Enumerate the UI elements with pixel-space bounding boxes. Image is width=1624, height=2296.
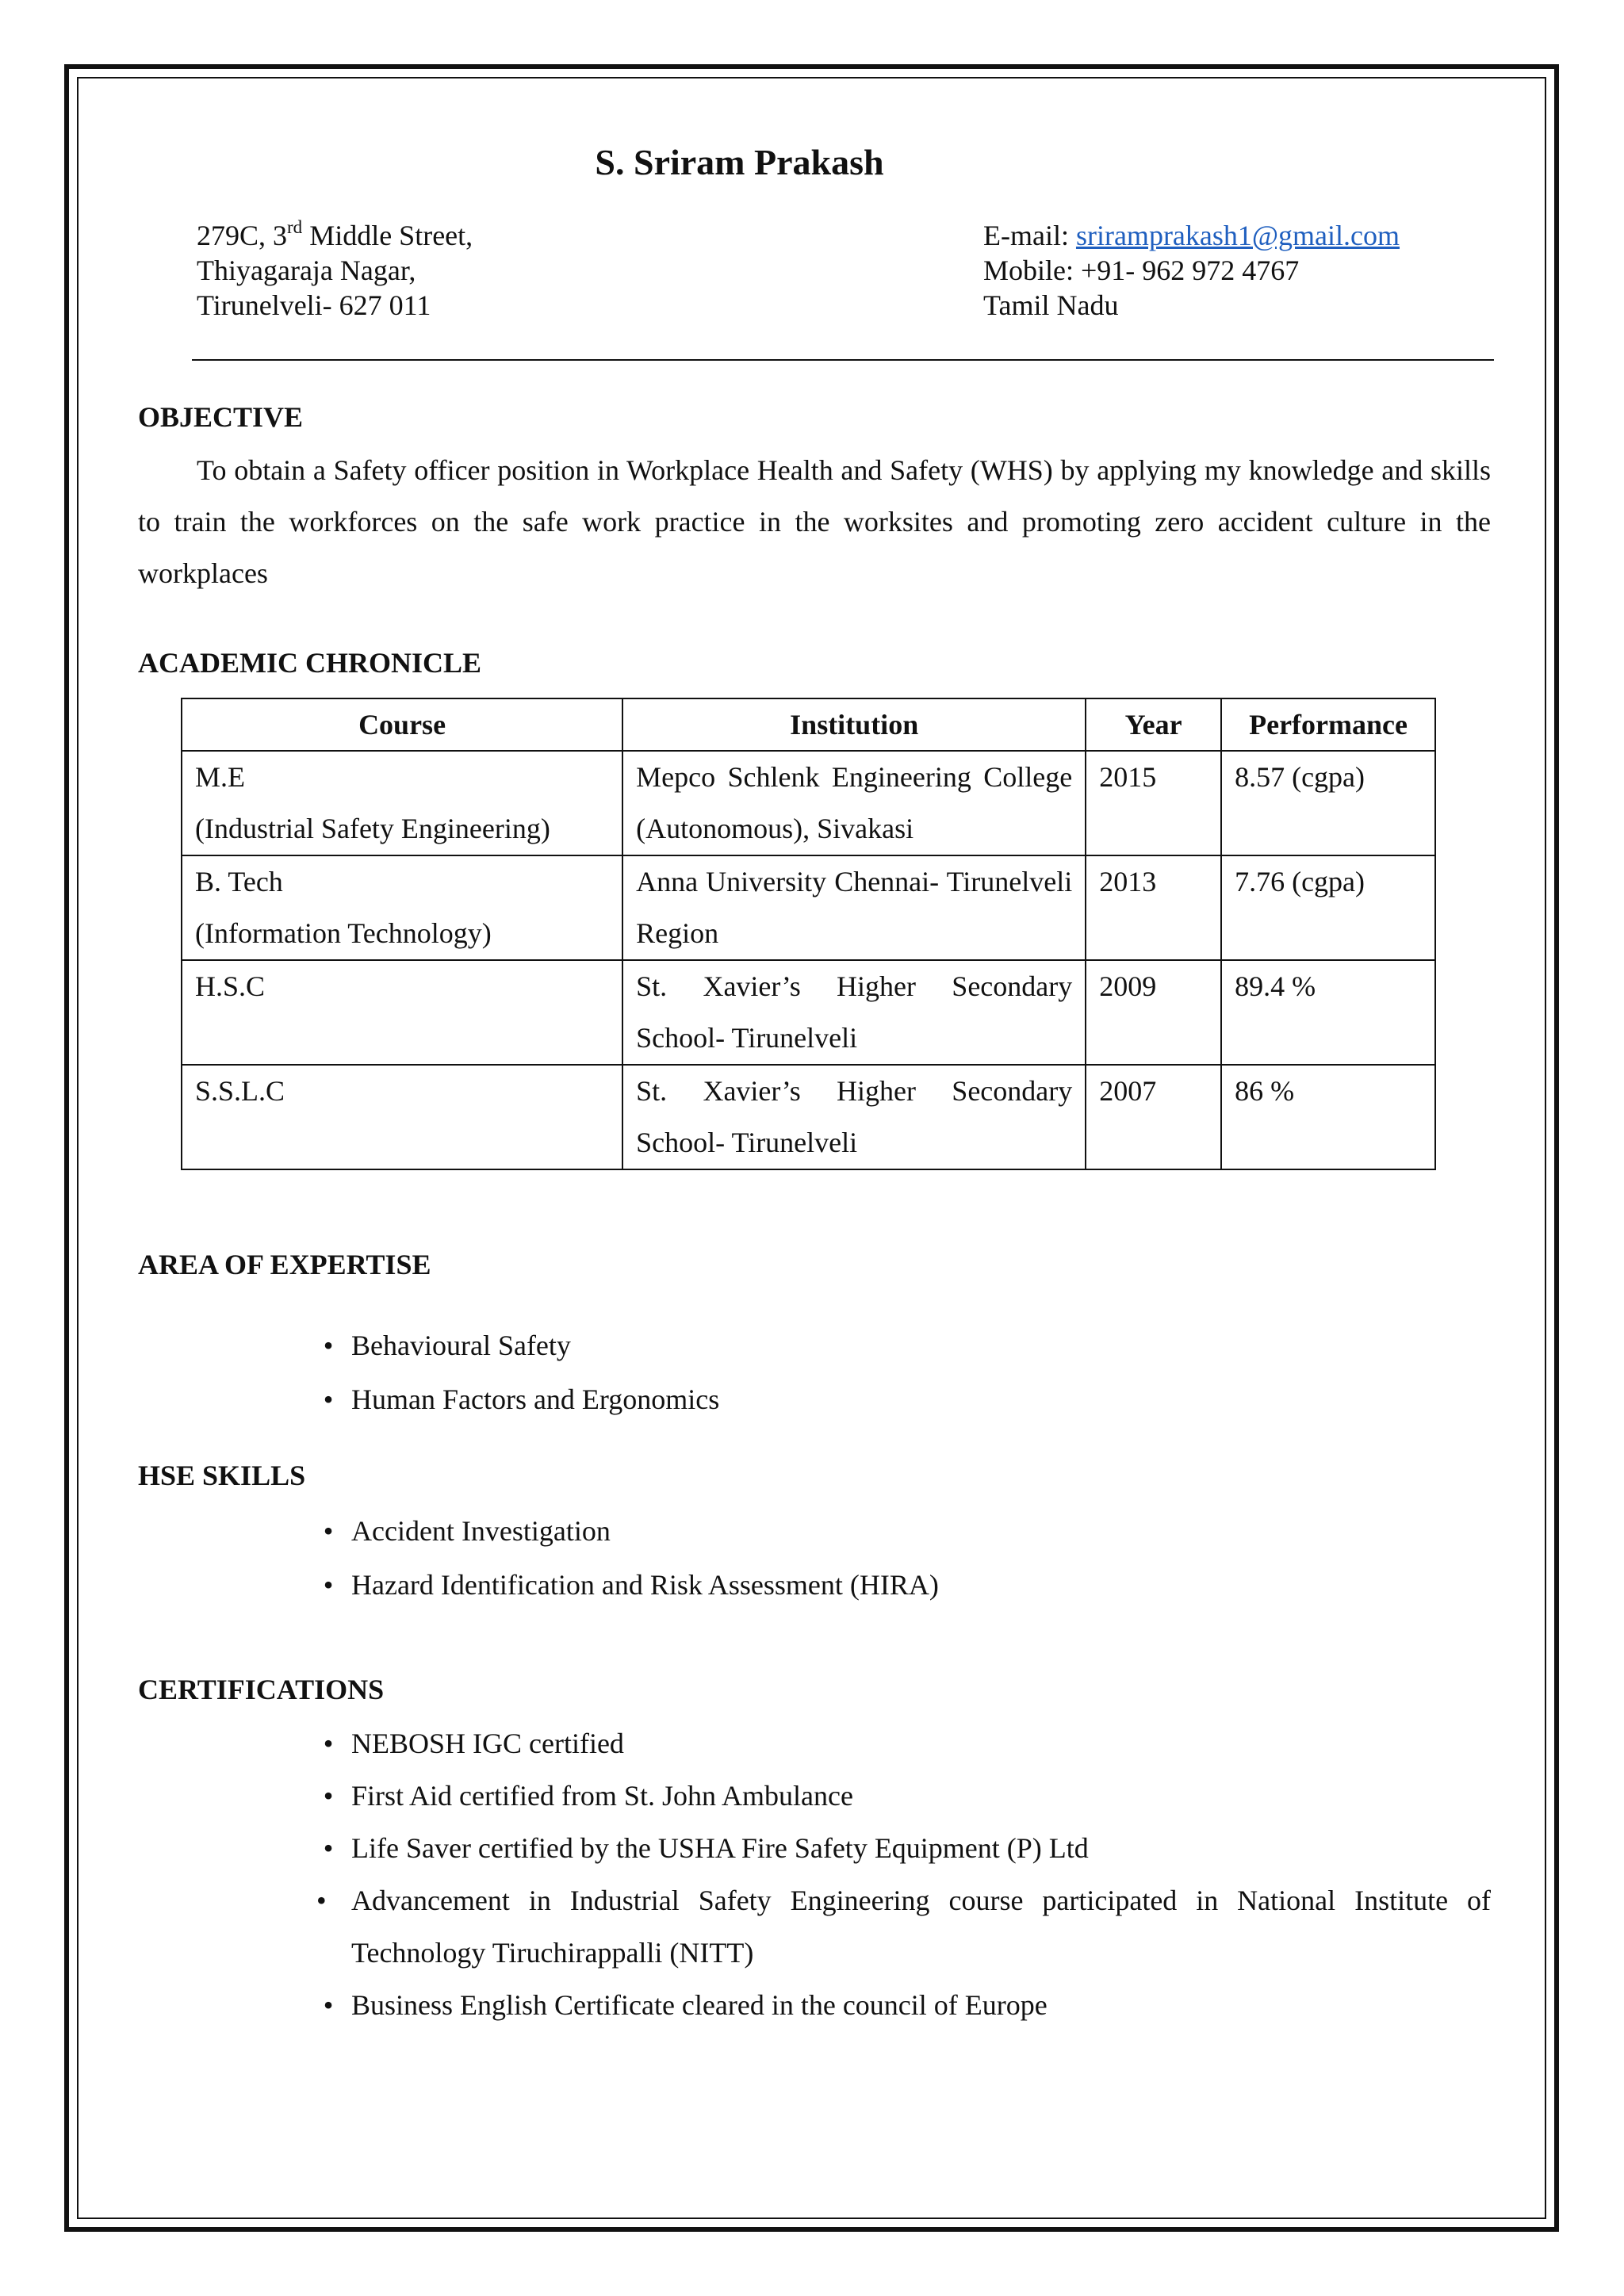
table-row [182,1065,1435,1169]
academic-table [181,698,1436,1170]
candidate-name: S. Sriram Prakash [595,142,884,182]
email-line: E-mail: sriramprakash1@gmail.com [983,220,1400,251]
table-row [182,855,1435,960]
certifications-heading: CERTIFICATIONS [138,1674,385,1705]
list-item: • Life Saver certified by the USHA Fire Safety Equipment (P) Ltd [323,1832,1089,1864]
certifications-list [316,1717,1491,2031]
institution-cell: St. Xavier’s Higher Secondary School- Tirunelveli [622,1065,1086,1169]
address-block [197,218,473,323]
address-line-1: 279C, 3rd Middle Street, [197,217,473,251]
email-link[interactable]: sriramprakash1@gmail.com [1075,220,1400,251]
list-item: • Behavioural Safety [323,1330,571,1361]
list-item: • First Aid certified from St. John Ambulance [323,1780,853,1812]
performance-cell: 7.76 (cgpa) [1221,855,1435,960]
course-cell: B. Tech (Information Technology) [182,855,622,960]
performance-cell: 89.4 % [1221,960,1435,1065]
institution-cell: St. Xavier’s Higher Secondary School- Tirunelveli [622,960,1086,1065]
objective-text: To obtain a Safety officer position in Workplace Health and Safety (WHS) by applying my knowledge and skills to train the workforces on the safe work practice in the worksites and promoting zero accident culture in the workplaces [138,454,1491,589]
list-item: • Advancement in Industrial Safety Engineering course participated in National Institute of Technology Tiruchirappalli (NITT) [316,1885,1491,1969]
mobile-line: Mobile: +91- 962 972 4767 [983,254,1300,286]
table-row [182,960,1435,1065]
year-cell: 2013 [1086,855,1221,960]
course-cell: M.E (Industrial Safety Engineering) [182,751,622,855]
hse-list [323,1504,1491,1612]
expertise-heading: AREA OF EXPERTISE [138,1249,431,1280]
objective-heading: OBJECTIVE [138,401,304,433]
contact-block [983,218,1400,323]
state-line: Tamil Nadu [983,289,1119,321]
expertise-list [323,1318,1491,1426]
table-row [182,751,1435,855]
column-header-year: Year [1086,698,1221,751]
year-cell: 2015 [1086,751,1221,855]
performance-cell: 8.57 (cgpa) [1221,751,1435,855]
column-header-institution: Institution [622,698,1086,751]
list-item: • Human Factors and Ergonomics [323,1383,720,1415]
column-header-performance: Performance [1221,698,1435,751]
list-item: • Business English Certificate cleared in the council of Europe [323,1989,1048,2021]
header-divider [192,359,1494,361]
list-item: • Accident Investigation [323,1515,611,1547]
list-item: • Hazard Identification and Risk Assessment (HIRA) [323,1569,939,1601]
year-cell: 2009 [1086,960,1221,1065]
list-item: • NEBOSH IGC certified [323,1728,624,1759]
address-line-2: Thiyagaraja Nagar, [197,254,416,286]
institution-cell: Mepco Schlenk Engineering College (Autonomous), Sivakasi [622,751,1086,855]
academic-heading: ACADEMIC CHRONICLE [138,647,482,679]
hse-heading: HSE SKILLS [138,1460,306,1491]
performance-cell: 86 % [1221,1065,1435,1169]
year-cell: 2007 [1086,1065,1221,1169]
institution-cell: Anna University Chennai- Tirunelveli Region [622,855,1086,960]
course-cell: S.S.L.C [182,1065,622,1169]
column-header-course: Course [182,698,622,751]
table-header-row [182,698,1435,751]
address-line-3: Tirunelveli- 627 011 [197,289,431,321]
course-cell: H.S.C [182,960,622,1065]
